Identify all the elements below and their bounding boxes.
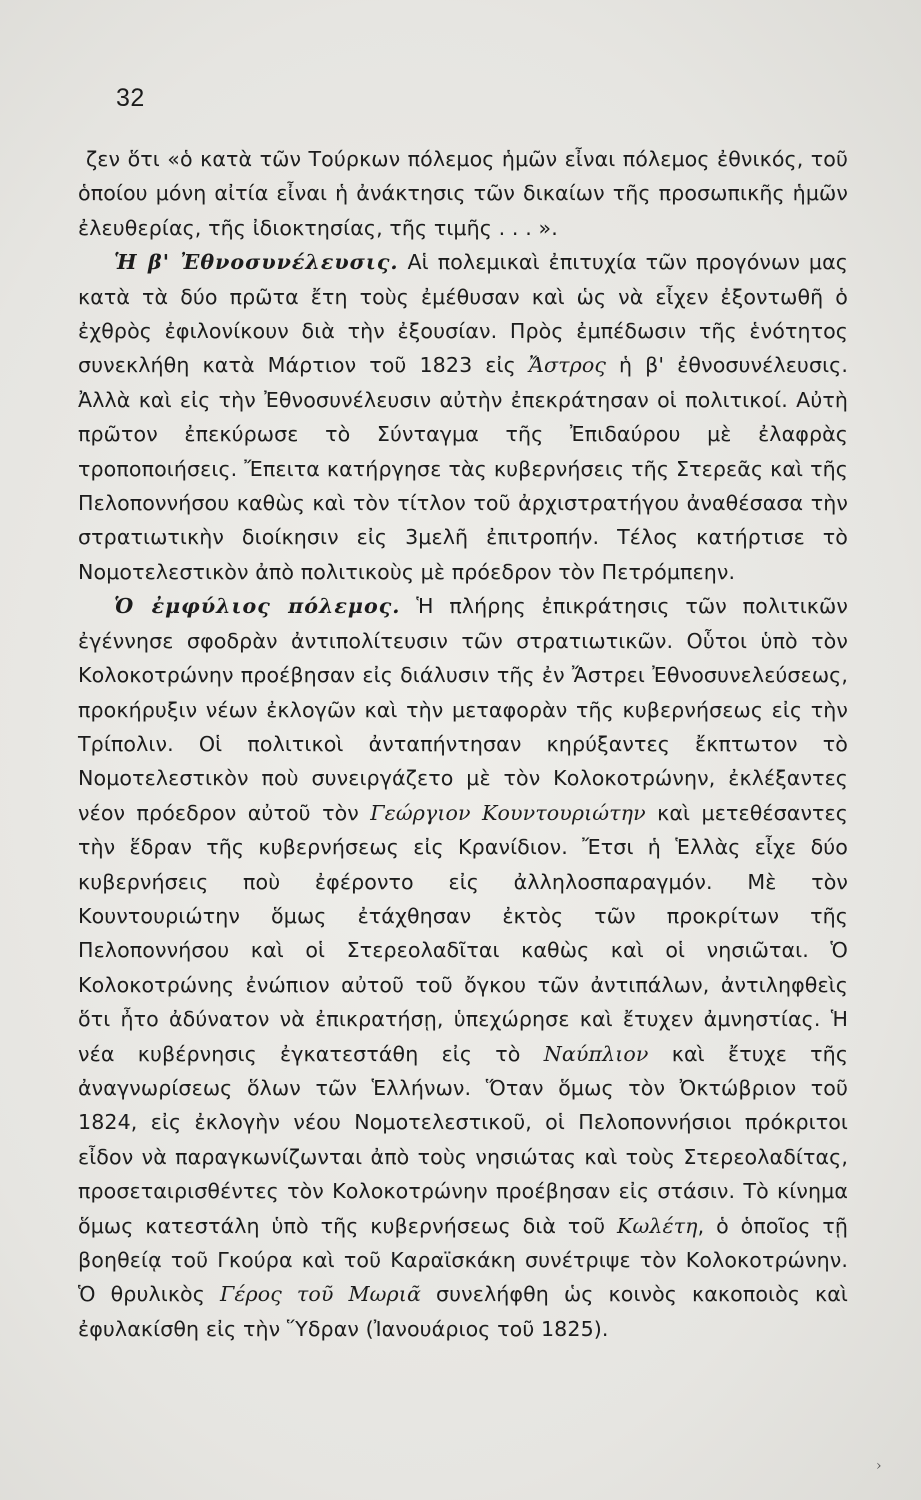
paragraph-text: ζεν ὅτι «ὁ κατὰ τῶν Τούρκων πόλεμος ἡμῶν εἶναι πόλεμος ἐθνικός, τοῦ ὁποίου μόνη αἰτία εἶναι ἡ ἀνάκτησις τῶν δικαίων τῆς προσωπικῆς ἡμῶν ἐλευθερίας, τῆς ἰδιοκτησίας, τῆς τιμῆς . . . ». <box>78 147 848 240</box>
paragraph-text: Αἱ πολεμικαὶ ἐπιτυχία τῶν προγόνων μας κατὰ τὰ δύο πρῶτα ἔτη τοὺς ἐμέθυσαν καὶ ὡς νὰ εἶχεν ἐξοντωθῆ ὁ ἐχθρὸς ἐφιλονίκουν διὰ τὴν ἐξουσίαν. Πρὸς ἐμπέδωσιν τῆς ἑνότητος συνεκλήθη κατὰ Μάρτιον τοῦ 1823 εἰς <box>78 250 848 378</box>
italic-place-nafplion: Ναύπλιον <box>543 1041 649 1066</box>
italic-name-geros-tou-moria: Γέρος τοῦ Μωριᾶ <box>219 1282 421 1307</box>
paragraph-text: Ἡ πλήρης ἐπικράτησις τῶν πολιτικῶν ἐγέννησε σφοδρὰν ἀντιπολίτευσιν τῶν στρατιωτικῶν. Οὗτοι ὑπὸ τὸν Κολοκοτρώνην προέβησαν εἰς διάλυσιν τῆς ἐν Ἄστρει Ἐθνοσυνελεύσεως, προκήρυξιν νέων ἐκλογῶν καὶ τὴν μεταφορὰν τῆς κυβερνήσεως εἰς τὴν Τρίπολιν. Οἱ πολιτικοὶ ἀνταπήντησαν κηρύξαντες ἔκπτωτον τὸ Νομοτελεστικὸν ποὺ συνειργάζετο μὲ τὸν Κολοκοτρώνην, ἐκλέξαντες νέον πρόεδρον αὐτοῦ τὸν <box>78 594 848 825</box>
italic-place-astros: Ἄστρος <box>528 353 606 378</box>
page-number: 32 <box>116 84 145 112</box>
paragraph-civil-war <box>78 589 848 1346</box>
paragraph-text: καὶ ἔτυχε τῆς ἀναγνωρίσεως ὅλων τῶν Ἑλλήνων. Ὅταν ὅμως τὸν Ὀκτώβριον τοῦ 1824, εἰς ἐκλογὴν νέου Νομοτελεστικοῦ, οἱ Πελοποννήσιοι πρόκριτοι εἶδον νὰ παραγκωνίζωνται ἀπὸ τοὺς νησιώτας καὶ τοὺς Στερεολαδίτας, προσεταιρισθέντες τὸν Κολοκοτρώνην προέβησαν εἰς στάσιν. Τὸ κίνημα ὅμως κατεστάλη ὑπὸ τῆς κυβερνήσεως διὰ τοῦ <box>78 1041 849 1238</box>
paragraph-text: , ὁ ὁποῖος τῇ βοηθείᾳ τοῦ Γκούρα καὶ τοῦ Καραϊσκάκη συνέτριψε τὸν Κολοκοτρώνην. Ὁ θρυλικὸς <box>78 1213 848 1307</box>
section-heading-civil-war: Ὁ ἐμφύλιος πόλεμος. <box>114 594 401 619</box>
paragraph-text: καὶ μετεθέσαντες τὴν ἕδραν τῆς κυβερνήσεως εἰς Κρανίδιον. Ἔτσι ἡ Ἑλλὰς εἶχε δύο κυβερνήσεις ποὺ ἐφέροντο εἰς ἀλληλοσπαραγμόν. Μὲ τὸν Κουντουριώτην ὅμως ἐτάχθησαν ἐκτὸς τῶν προκρίτων τῆς Πελοποννήσου καὶ οἱ Στερεολαδῖται καθὼς καὶ οἱ νησιῶται. Ὁ Κολοκοτρώνης ἐνώπιον αὐτοῦ τοῦ ὄγκου τῶν ἀντιπάλων, ἀντιληφθεὶς ὅτι ἦτο ἀδύνατον νὰ ἐπικρατήσῃ, ὑπεχώρησε καὶ ἔτυχεν ἀμνηστίας. Ἡ νέα κυβέρνησις ἐγκατεστάθη εἰς τὸ <box>78 800 848 1066</box>
paragraph-second-assembly <box>78 245 848 589</box>
body-text <box>78 142 848 1346</box>
italic-name-koletti: Κωλέτη <box>617 1213 698 1238</box>
paragraph-continuation <box>78 142 848 245</box>
margin-mark: › <box>876 1458 882 1474</box>
paragraph-text: συνελήφθη ὡς κοινὸς κακοποιὸς καὶ ἐφυλακίσθη εἰς τὴν Ὕδραν (Ἰανουάριος τοῦ 1825). <box>78 1282 849 1341</box>
italic-name-kountouriotis: Γεώργιον Κουντουριώτην <box>370 800 646 825</box>
paragraph-text: ἡ β' ἐθνοσυνέλευσις. Ἀλλὰ καὶ εἰς τὴν Ἐθνοσυνέλευσιν αὐτὴν ἐπεκράτησαν οἱ πολιτικοί. Αὐτὴ πρῶτον ἐπεκύρωσε τὸ Σύνταγμα τῆς Ἐπιδαύρου μὲ ἐλαφρὰς τροποποιήσεις. Ἔπειτα κατήργησε τὰς κυβερνήσεις τῆς Στερεᾶς καὶ τῆς Πελοποννήσου καθὼς καὶ τὸν τίτλον τοῦ ἀρχιστρατήγου ἀναθέσασα τὴν στρατιωτικὴν διοίκησιν εἰς 3μελῆ ἐπιτροπήν. Τέλος κατήρτισε τὸ Νομοτελεστικὸν ἀπὸ πολιτικοὺς μὲ πρόεδρον τὸν Πετρόμπεην. <box>78 353 848 584</box>
section-heading-second-assembly: Ἡ β' Ἐθνοσυνέλευσις. <box>114 250 399 275</box>
